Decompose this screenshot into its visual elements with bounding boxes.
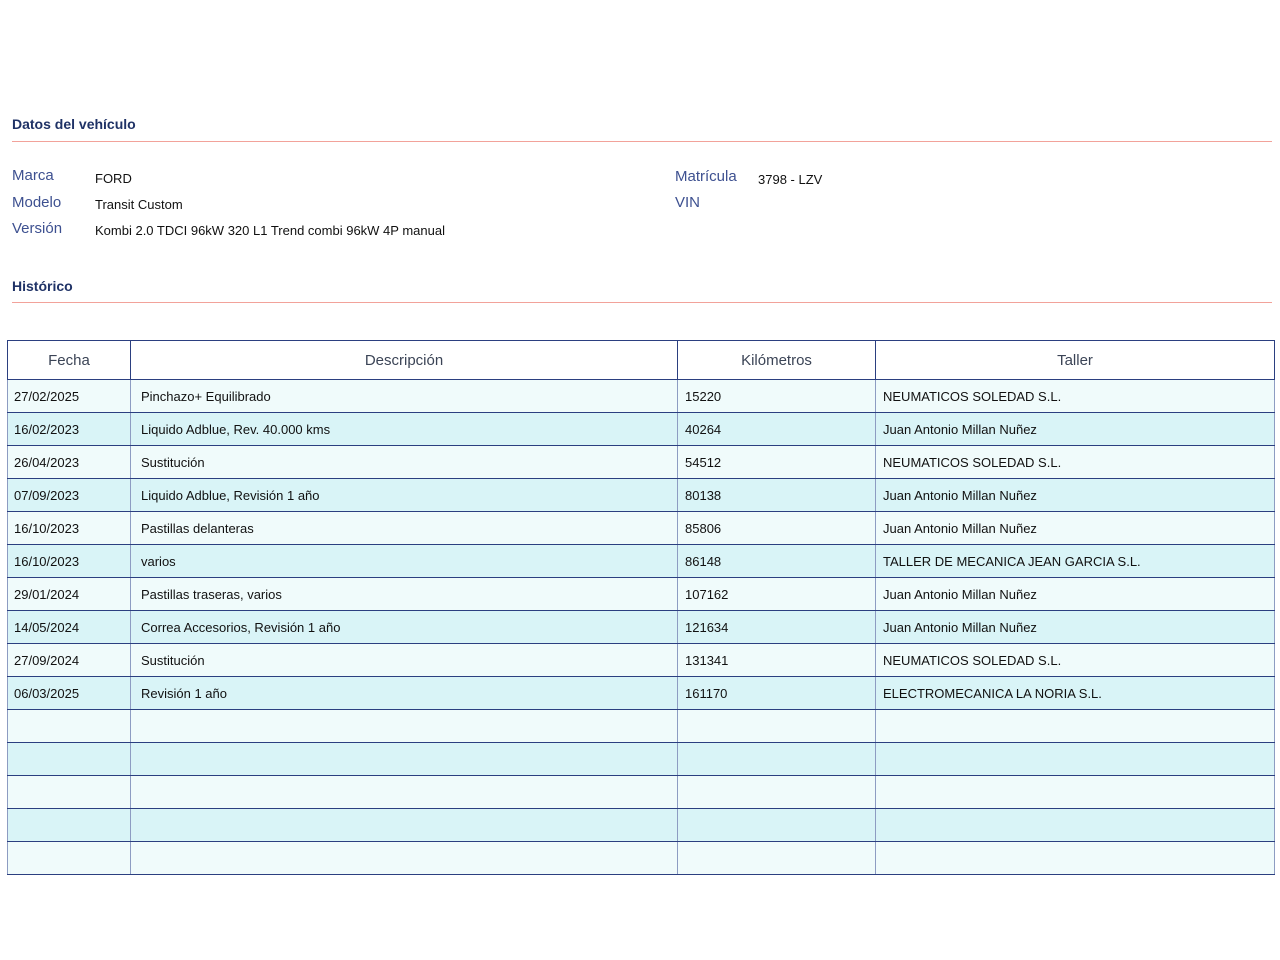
version-label: Versión [12, 220, 63, 237]
cell-fecha: 27/02/2025 [8, 380, 131, 413]
table-row [8, 380, 1275, 413]
cell-taller [876, 776, 1275, 809]
cell-kilometros: 54512 [678, 446, 876, 479]
marca-value: FORD [95, 171, 132, 186]
cell-descripcion: Pastillas traseras, varios [131, 578, 678, 611]
cell-taller: Juan Antonio Millan Nuñez [876, 578, 1275, 611]
cell-descripcion: Revisión 1 año [131, 677, 678, 710]
table-row-empty [8, 842, 1275, 875]
table-row [8, 677, 1275, 710]
cell-descripcion: Liquido Adblue, Revisión 1 año [131, 479, 678, 512]
table-row-empty [8, 710, 1275, 743]
cell-descripcion [131, 842, 678, 875]
cell-taller: Juan Antonio Millan Nuñez [876, 479, 1275, 512]
history-section-title: Histórico [12, 278, 73, 294]
cell-descripcion: Sustitución [131, 446, 678, 479]
cell-taller: NEUMATICOS SOLEDAD S.L. [876, 380, 1275, 413]
cell-descripcion: Liquido Adblue, Rev. 40.000 kms [131, 413, 678, 446]
table-row-empty [8, 776, 1275, 809]
cell-taller: ELECTROMECANICA LA NORIA S.L. [876, 677, 1275, 710]
cell-taller: Juan Antonio Millan Nuñez [876, 413, 1275, 446]
version-value: Kombi 2.0 TDCI 96kW 320 L1 Trend combi 96kW 4P manual [95, 223, 445, 238]
history-section-divider [12, 302, 1272, 303]
cell-fecha: 27/09/2024 [8, 644, 131, 677]
cell-descripcion: Pinchazo+ Equilibrado [131, 380, 678, 413]
table-row [8, 578, 1275, 611]
cell-kilometros: 121634 [678, 611, 876, 644]
vin-label: VIN [675, 194, 701, 211]
vehicle-section-divider [12, 141, 1272, 142]
history-table-header [8, 341, 1275, 380]
table-row [8, 644, 1275, 677]
table-row [8, 611, 1275, 644]
cell-descripcion: varios [131, 545, 678, 578]
cell-kilometros: 15220 [678, 380, 876, 413]
cell-taller: NEUMATICOS SOLEDAD S.L. [876, 446, 1275, 479]
column-header-descripcion: Descripción [131, 341, 678, 380]
cell-fecha [8, 809, 131, 842]
table-row-empty [8, 743, 1275, 776]
cell-kilometros: 161170 [678, 677, 876, 710]
cell-fecha: 29/01/2024 [8, 578, 131, 611]
modelo-value: Transit Custom [95, 197, 183, 212]
cell-fecha: 16/10/2023 [8, 545, 131, 578]
table-row [8, 446, 1275, 479]
cell-kilometros [678, 809, 876, 842]
cell-taller: TALLER DE MECANICA JEAN GARCIA S.L. [876, 545, 1275, 578]
modelo-label: Modelo [12, 194, 62, 211]
cell-kilometros: 40264 [678, 413, 876, 446]
cell-descripcion [131, 710, 678, 743]
cell-fecha [8, 710, 131, 743]
cell-kilometros: 86148 [678, 545, 876, 578]
cell-fecha: 06/03/2025 [8, 677, 131, 710]
cell-descripcion [131, 743, 678, 776]
marca-label: Marca [12, 167, 54, 184]
cell-kilometros [678, 710, 876, 743]
history-table [7, 340, 1275, 875]
cell-fecha: 14/05/2024 [8, 611, 131, 644]
cell-kilometros: 85806 [678, 512, 876, 545]
cell-kilometros [678, 842, 876, 875]
column-header-taller: Taller [876, 341, 1275, 380]
cell-fecha: 16/02/2023 [8, 413, 131, 446]
cell-fecha: 26/04/2023 [8, 446, 131, 479]
column-header-fecha: Fecha [8, 341, 131, 380]
matricula-value: 3798 - LZV [758, 172, 823, 187]
vehicle-section-title: Datos del vehículo [12, 116, 136, 132]
cell-fecha [8, 743, 131, 776]
cell-kilometros [678, 743, 876, 776]
cell-taller: Juan Antonio Millan Nuñez [876, 611, 1275, 644]
cell-descripcion [131, 776, 678, 809]
cell-taller [876, 809, 1275, 842]
table-row [8, 479, 1275, 512]
cell-taller [876, 842, 1275, 875]
cell-kilometros: 107162 [678, 578, 876, 611]
cell-fecha: 16/10/2023 [8, 512, 131, 545]
table-row [8, 545, 1275, 578]
table-row-empty [8, 809, 1275, 842]
cell-fecha [8, 842, 131, 875]
column-header-kilometros: Kilómetros [678, 341, 876, 380]
cell-descripcion: Correa Accesorios, Revisión 1 año [131, 611, 678, 644]
table-row [8, 512, 1275, 545]
cell-taller [876, 743, 1275, 776]
matricula-label: Matrícula [675, 168, 737, 185]
cell-descripcion: Pastillas delanteras [131, 512, 678, 545]
cell-kilometros: 80138 [678, 479, 876, 512]
cell-taller: NEUMATICOS SOLEDAD S.L. [876, 644, 1275, 677]
cell-taller [876, 710, 1275, 743]
cell-taller: Juan Antonio Millan Nuñez [876, 512, 1275, 545]
cell-fecha [8, 776, 131, 809]
cell-fecha: 07/09/2023 [8, 479, 131, 512]
cell-kilometros [678, 776, 876, 809]
cell-descripcion: Sustitución [131, 644, 678, 677]
cell-kilometros: 131341 [678, 644, 876, 677]
table-row [8, 413, 1275, 446]
cell-descripcion [131, 809, 678, 842]
